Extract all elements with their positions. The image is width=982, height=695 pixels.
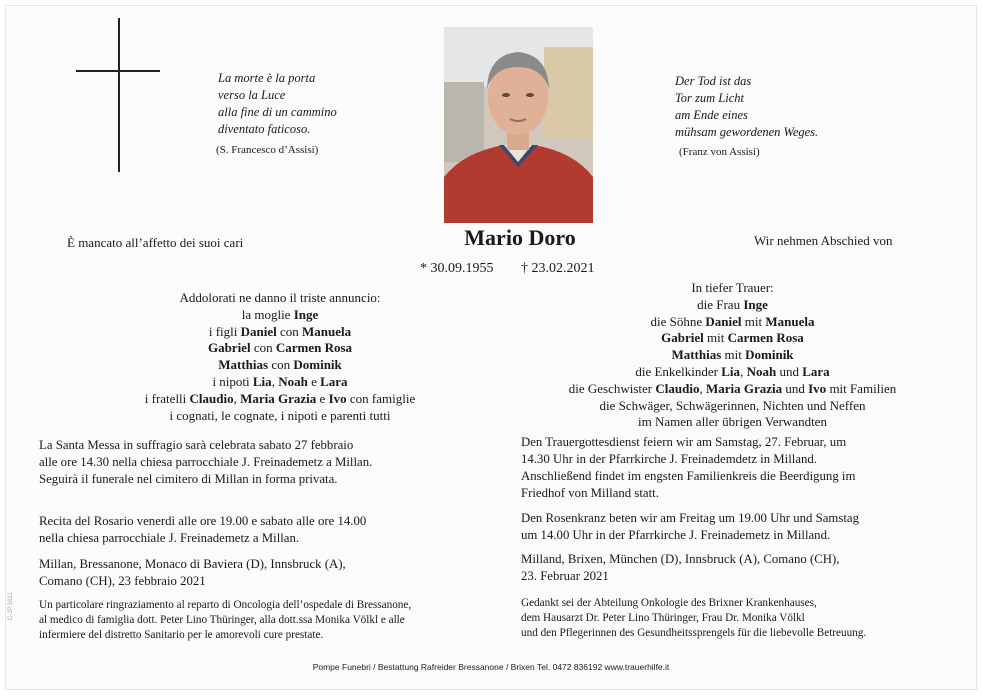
family-line: i nipoti Lia, Noah e Lara xyxy=(212,373,348,389)
quote-line: Der Tod ist das xyxy=(675,74,752,88)
funeral-home-footer: Pompe Funebri / Bestattung Rafreider Bressanone / Brixen Tel. 0472 836192 www.trauerhilfe.it xyxy=(312,662,670,672)
life-dates xyxy=(420,261,619,277)
quote-line: La morte è la porta xyxy=(218,71,316,85)
rosary-info-italian: Recita del Rosario venerdì alle ore 19.00 e sabato alle ore 14.00 nella chiesa parrocchiale J. Freinademetz a Millan. xyxy=(39,514,367,545)
quote-line: mühsam gewordenen Weges. xyxy=(675,125,819,139)
quote-line: diventato faticoso. xyxy=(218,122,311,136)
family-line: i fratelli Claudio, Maria Grazia e Ivo con famiglie xyxy=(144,390,416,406)
cross-icon-bar xyxy=(76,70,160,72)
place-date-italian: Millan, Bressanone, Monaco di Baviera (D), Innsbruck (A), Comano (CH), 23 febbraio 2021 xyxy=(39,557,346,588)
mass-info-german: Den Trauergottesdienst feiern wir am Samstag, 27. Februar, um 14.30 Uhr in der Pfarrkirche J. Freinademdetz in Milland. Anschließend findet im engsten Familienkreis die Beerdigung im Friedhof von Milland statt. xyxy=(521,435,856,500)
quote-line: alla fine di un cammino xyxy=(218,105,337,119)
intro-italian: È mancato all’affetto dei suoi cari xyxy=(67,235,244,250)
family-line: die Söhne Daniel mit Manuela xyxy=(650,313,815,329)
quote-line: Tor zum Licht xyxy=(675,91,745,105)
quote-german xyxy=(675,73,818,141)
family-line: im Namen aller übrigen Verwandten xyxy=(638,414,827,430)
family-line: i figli Daniel con Manuela xyxy=(208,323,352,339)
birth-date: * 30.09.1955 xyxy=(420,261,494,276)
mass-info-italian: La Santa Messa in suffragio sarà celebrata sabato 27 febbraio alle ore 14.30 nella chiesa parrocchiale J. Freinademetz a Millan. Seguirà il funerale nel cimitero di Millan in forma privata. xyxy=(39,438,373,486)
print-code: C-3P.1631 xyxy=(8,592,14,620)
rosary-info-german: Den Rosenkranz beten wir am Freitag um 19.00 Uhr und Samstag um 14.00 Uhr in der Pfarrkirche J. Freinademetz in Milland. xyxy=(521,511,859,542)
quote-line: verso la Luce xyxy=(218,88,286,102)
quote-line: am Ende eines xyxy=(675,108,748,122)
family-line: Addolorati ne danno il triste annuncio: xyxy=(179,290,381,305)
family-line: i cognati, le cognate, i nipoti e parenti tutti xyxy=(169,407,391,423)
deceased-name: Mario Doro xyxy=(464,225,576,250)
family-line: die Frau Inge xyxy=(697,296,768,312)
family-line: Matthias mit Dominik xyxy=(671,347,794,363)
thanks-german: Gedankt sei der Abteilung Onkologie des Brixner Krankenhauses, dem Hausarzt Dr. Peter Lino Thüringer, Frau Dr. Monika Völkl und den Pflegerinnen des Gesundheitssprengels für die liebevolle Betreuung. xyxy=(521,597,867,639)
quote-italian-source: (S. Francesco d’Assisi) xyxy=(216,144,319,156)
family-list-italian xyxy=(120,290,440,424)
family-line: In tiefer Trauer: xyxy=(691,280,774,295)
intro-german: Wir nehmen Abschied von xyxy=(754,233,893,248)
quote-german-source: (Franz von Assisi) xyxy=(679,146,760,158)
quote-italian xyxy=(218,70,337,138)
family-line: Gabriel con Carmen Rosa xyxy=(207,340,353,356)
death-date: † 23.02.2021 xyxy=(521,261,595,276)
cross-icon xyxy=(118,18,120,172)
family-line: Gabriel mit Carmen Rosa xyxy=(661,330,804,346)
family-line: la moglie Inge xyxy=(241,306,319,322)
thanks-italian: Un particolare ringraziamento al reparto di Oncologia dell’ospedale di Bressanone, al medico di famiglia dott. Peter Lino Thüringer, alla dott.ssa Monika Völkl e alle infermiere del distretto Sanitario per le amorevoli cure prestate. xyxy=(39,599,412,641)
family-line: die Geschwister Claudio, Maria Grazia und Ivo mit Familien xyxy=(568,380,897,396)
place-date-german: Milland, Brixen, München (D), Innsbruck (A), Comano (CH), 23. Februar 2021 xyxy=(521,552,840,583)
portrait-photo xyxy=(444,27,593,223)
family-line: Matthias con Dominik xyxy=(218,357,342,373)
family-line: die Enkelkinder Lia, Noah und Lara xyxy=(635,363,830,379)
family-list-german xyxy=(540,280,925,431)
family-line: die Schwäger, Schwägerinnen, Nichten und Neffen xyxy=(599,397,866,413)
